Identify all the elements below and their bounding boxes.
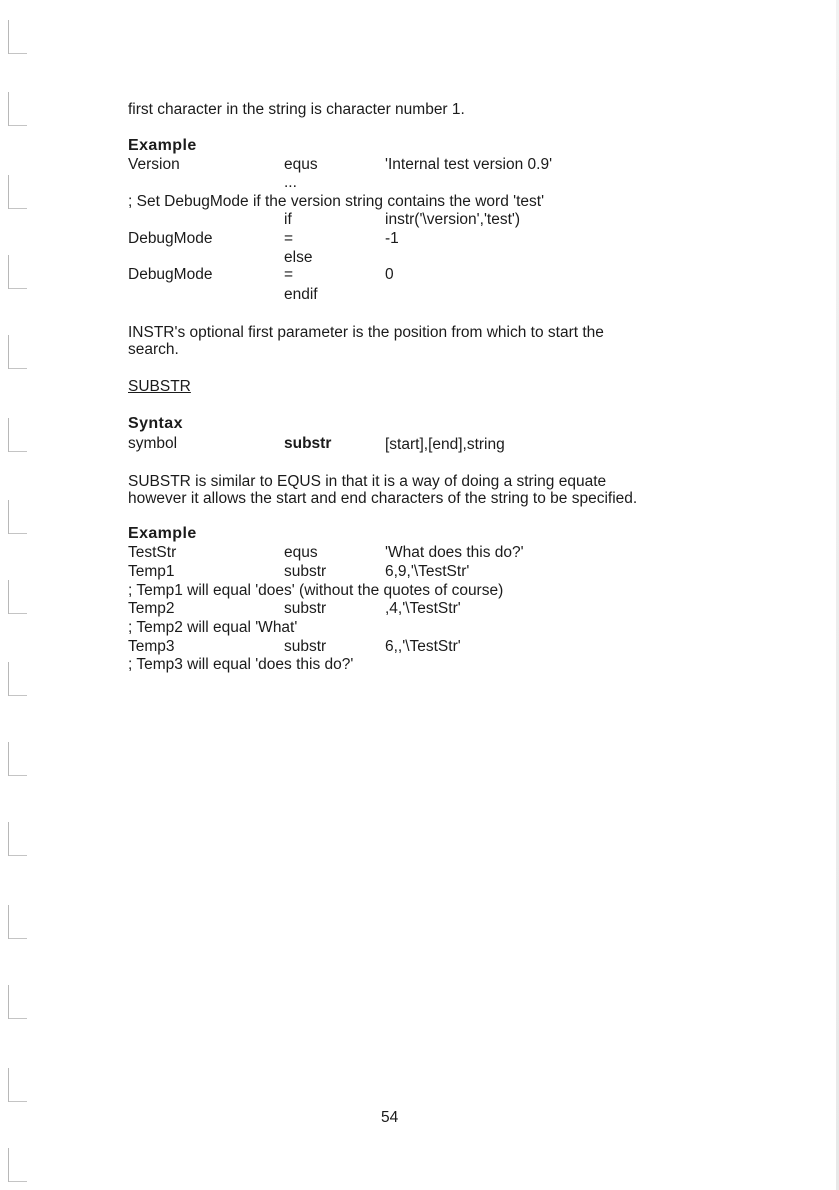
code-operand: -1 — [385, 230, 399, 247]
code-directive: if — [284, 211, 292, 228]
code-directive: else — [284, 249, 313, 266]
binding-tick — [8, 822, 12, 856]
binding-marks — [0, 0, 40, 1190]
binding-tick — [8, 418, 12, 452]
syntax-operands: [start],[end],string — [385, 436, 505, 453]
binding-tick — [8, 335, 12, 369]
code-directive: substr — [284, 638, 327, 655]
code-comment: ; Temp2 will equal 'What' — [128, 619, 298, 636]
binding-tick — [8, 1148, 12, 1182]
code-label: TestStr — [128, 544, 177, 561]
code-operand: 6,9,'\TestStr' — [385, 563, 470, 580]
code-directive: = — [284, 230, 294, 247]
code-comment: ; Temp1 will equal 'does' (without the quotes of course) — [128, 582, 504, 599]
syntax-symbol: symbol — [128, 435, 178, 452]
example-heading: Example — [128, 525, 197, 542]
substr-desc-line: SUBSTR is similar to EQUS in that it is a way of doing a string equate — [128, 473, 607, 490]
code-directive: substr — [284, 600, 327, 617]
substr-desc-line: however it allows the start and end characters of the string to be specified. — [128, 490, 638, 507]
code-label: Temp1 — [128, 563, 175, 580]
code-label: Temp2 — [128, 600, 175, 617]
code-ellipsis: ... — [284, 174, 297, 191]
binding-tick — [8, 255, 12, 289]
instr-note-line: INSTR's optional first parameter is the position from which to start the — [128, 324, 604, 341]
instr-note-line: search. — [128, 341, 179, 358]
code-label: Version — [128, 156, 180, 173]
code-comment: ; Set DebugMode if the version string contains the word 'test' — [128, 193, 545, 210]
code-operand: ,4,'\TestStr' — [385, 600, 461, 617]
code-label: DebugMode — [128, 230, 213, 247]
syntax-directive: substr — [284, 435, 332, 452]
intro-text: first character in the string is character number 1. — [128, 101, 465, 118]
code-directive: equs — [284, 544, 318, 561]
code-directive: = — [284, 266, 294, 283]
code-operand: 'Internal test version 0.9' — [385, 156, 553, 173]
code-directive: equs — [284, 156, 318, 173]
binding-tick — [8, 662, 12, 696]
code-directive: substr — [284, 563, 327, 580]
code-label: Temp3 — [128, 638, 175, 655]
binding-tick — [8, 1068, 12, 1102]
binding-tick — [8, 905, 12, 939]
code-directive: endif — [284, 286, 318, 303]
code-operand: 0 — [385, 266, 394, 283]
page-number: 54 — [381, 1109, 399, 1126]
binding-tick — [8, 92, 12, 126]
binding-tick — [8, 742, 12, 776]
code-operand: 6,,'\TestStr' — [385, 638, 461, 655]
binding-tick — [8, 20, 12, 54]
section-title: SUBSTR — [128, 378, 191, 395]
binding-tick — [8, 985, 12, 1019]
binding-tick — [8, 175, 12, 209]
code-comment: ; Temp3 will equal 'does this do?' — [128, 656, 354, 673]
code-operand: instr('\version','test') — [385, 211, 521, 228]
syntax-heading: Syntax — [128, 415, 183, 432]
binding-tick — [8, 580, 12, 614]
code-label: DebugMode — [128, 266, 213, 283]
code-operand: 'What does this do?' — [385, 544, 524, 561]
example-heading: Example — [128, 137, 197, 154]
binding-tick — [8, 500, 12, 534]
